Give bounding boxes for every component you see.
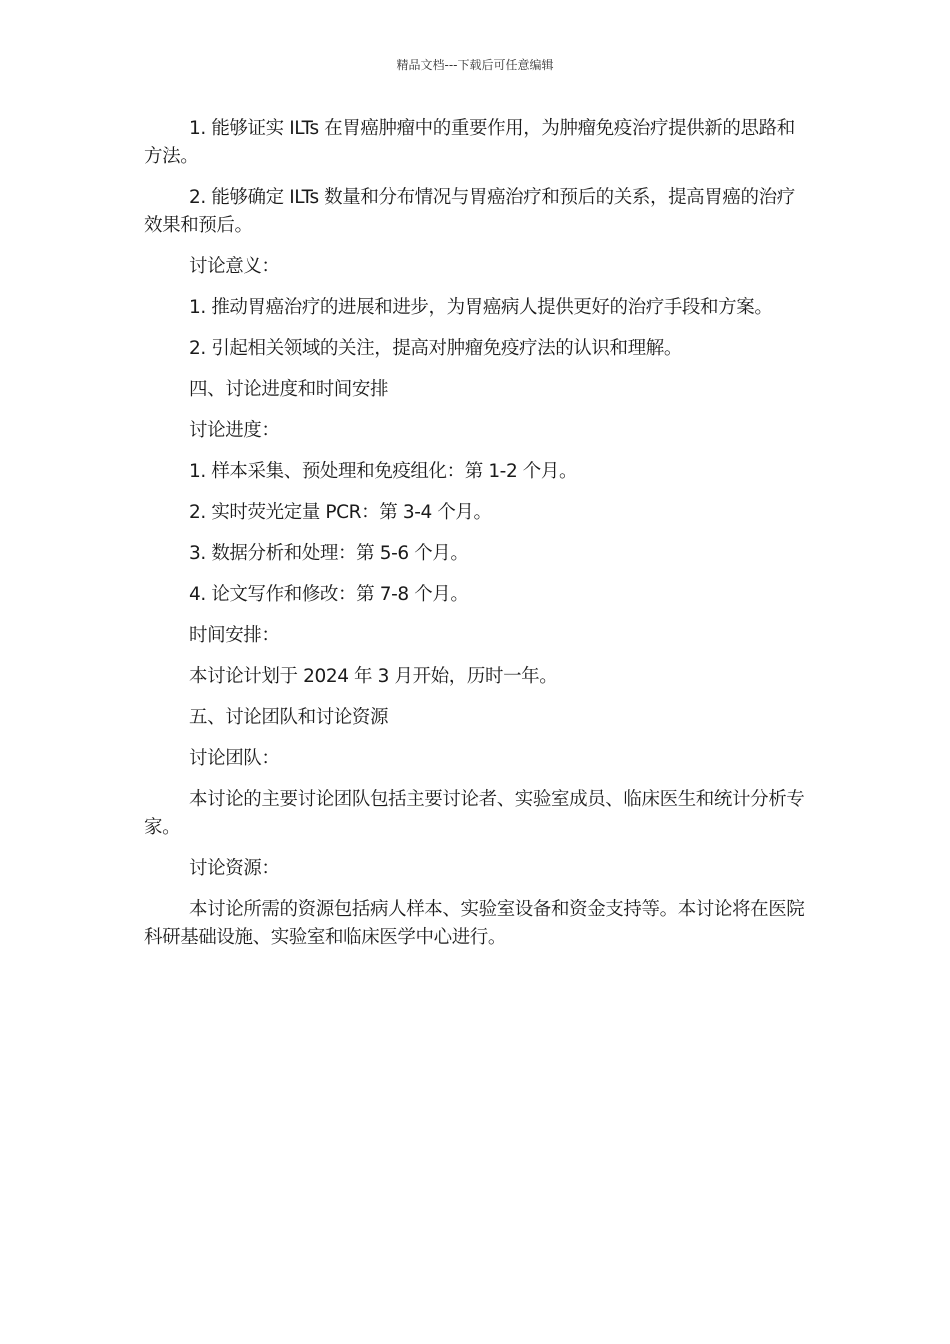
resources-heading: 讨论资源： (189, 858, 280, 879)
progress-item-4: 4. 论文写作和修改：第 7-8 个月。 (189, 584, 469, 605)
progress-item-3: 3. 数据分析和处理：第 5-6 个月。 (189, 543, 469, 564)
page-header: 精品文档---下载后可任意编辑 (396, 58, 554, 72)
progress-item-2: 2. 实时荧光定量 PCR：第 3-4 个月。 (189, 502, 492, 523)
significance-item-1: 1. 能够证实 ILTs 在胃癌肿瘤中的重要作用，为肿瘤免疫治疗提供新的思路和方法。 (144, 118, 795, 167)
progress-heading: 讨论进度： (189, 420, 280, 441)
time-arrangement-text: 本讨论计划于 2024 年 3 月开始，历时一年。 (189, 666, 558, 687)
section-heading-schedule: 四、讨论进度和时间安排 (189, 379, 389, 400)
progress-item-1: 1. 样本采集、预处理和免疫组化：第 1-2 个月。 (189, 461, 578, 482)
section-heading-team: 五、讨论团队和讨论资源 (189, 707, 389, 728)
team-heading: 讨论团队： (189, 748, 280, 769)
document-body (144, 115, 808, 965)
meaning-item-1: 1. 推动胃癌治疗的进展和进步，为胃癌病人提供更好的治疗手段和方案。 (189, 297, 773, 318)
discussion-meaning-heading: 讨论意义： (189, 256, 280, 277)
meaning-item-2: 2. 引起相关领域的关注，提高对肿瘤免疫疗法的认识和理解。 (189, 338, 682, 359)
time-arrangement-heading: 时间安排： (189, 625, 280, 646)
significance-item-2: 2. 能够确定 ILTs 数量和分布情况与胃癌治疗和预后的关系，提高胃癌的治疗效果和预后。 (144, 187, 795, 236)
team-text: 本讨论的主要讨论团队包括主要讨论者、实验室成员、临床医生和统计分析专家。 (144, 789, 805, 838)
resources-text: 本讨论所需的资源包括病人样本、实验室设备和资金支持等。本讨论将在医院科研基础设施、实验室和临床医学中心进行。 (144, 899, 805, 948)
